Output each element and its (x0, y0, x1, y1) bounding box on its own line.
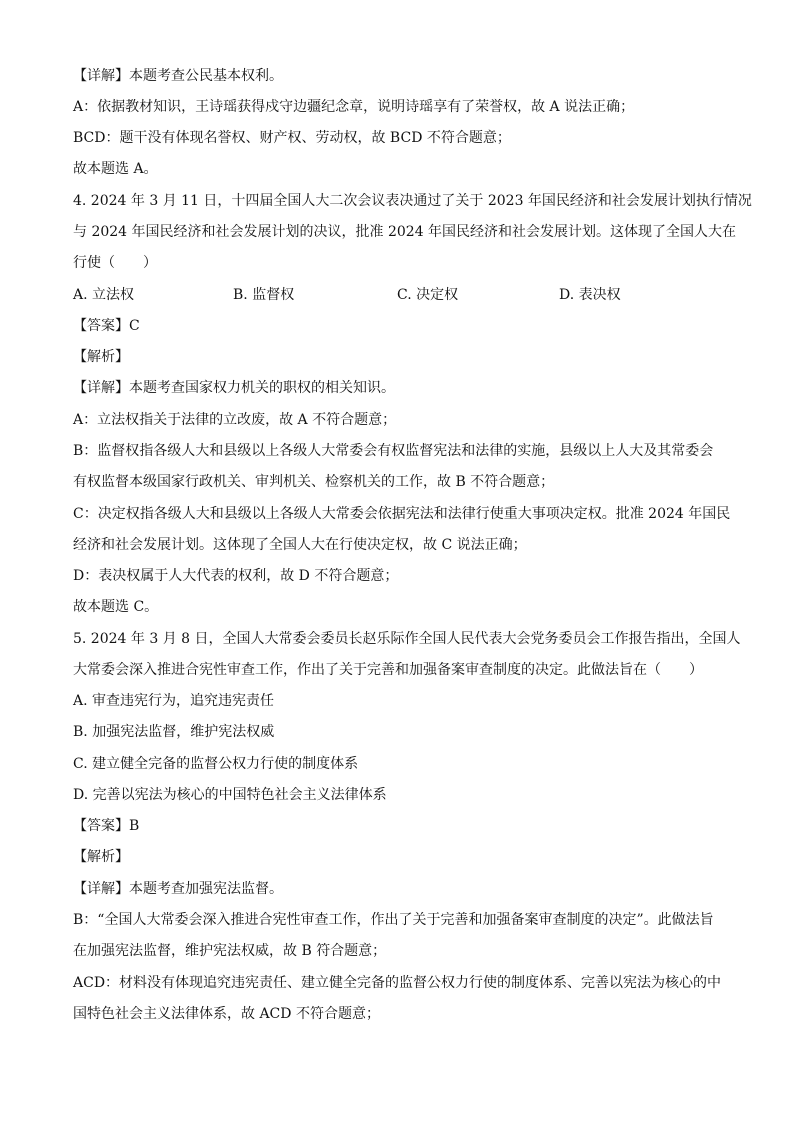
explanation-text: B：监督权指各级人大和县级以上各级人大常委会有权监督宪法和法律的实施，县级以上人大及其常委会 (73, 443, 714, 459)
question-4-stem: 行使（ ） (73, 255, 157, 271)
question-4-stem: 4. 2024 年 3 月 11 日，十四届全国人大二次会议表决通过了关于 2023 年国民经济和社会发展计划执行情况 (73, 193, 752, 209)
explanation-text: A：依据教材知识，王诗瑶获得戍守边疆纪念章，说明诗瑶享有了荣誉权，故 A 说法正确； (73, 99, 635, 115)
analysis-label: 【解析】 (73, 849, 129, 865)
question-4-stem: 与 2024 年国民经济和社会发展计划的决议，批准 2024 年国民经济和社会发展计划。这体现了全国人大在 (73, 224, 737, 240)
explanation-text: D：表决权属于人大代表的权利，故 D 不符合题意； (73, 568, 399, 584)
answer-label: 【答案】B (73, 818, 140, 834)
option-c: C. 建立健全完备的监督公权力行使的制度体系 (73, 756, 359, 772)
explanation-text: 【详解】本题考查加强宪法监督。 (73, 881, 283, 897)
option-c: C. 决定权 (397, 287, 459, 303)
explanation-text: A：立法权指关于法律的立改废，故 A 不符合题意； (73, 412, 397, 428)
explanation-text: C：决定权指各级人大和县级以上各级人大常委会依据宪法和法律行使重大事项决定权。批准 2024 年国民 (73, 506, 731, 522)
explanation-text: ACD：材料没有体现追究违宪责任、建立健全完备的监督公权力行使的制度体系、完善以宪法为核心的中 (73, 975, 722, 991)
option-a: A. 立法权 (73, 287, 135, 303)
explanation-text: BCD：题干没有体现名誉权、财产权、劳动权，故 BCD 不符合题意； (73, 130, 511, 146)
explanation-text: B：“全国人大常委会深入推进合宪性审查工作，作出了关于完善和加强备案审查制度的决定”。此做法旨 (73, 912, 714, 928)
explanation-text: 【详解】本题考查国家权力机关的职权的相关知识。 (73, 380, 395, 396)
analysis-label: 【解析】 (73, 349, 129, 365)
option-b: B. 加强宪法监督，维护宪法权威 (73, 724, 275, 740)
explanation-text: 【详解】本题考查公民基本权利。 (73, 68, 283, 84)
question-5-stem: 大常委会深入推进合宪性审查工作，作出了关于完善和加强备案审查制度的决定。此做法旨在（ ） (73, 662, 703, 678)
option-b: B. 监督权 (233, 287, 295, 303)
question-5-stem: 5. 2024 年 3 月 8 日，全国人大常委会委员长赵乐际作全国人民代表大会党务委员会工作报告指出，全国人 (73, 631, 741, 647)
option-a: A. 审查违宪行为，追究违宪责任 (73, 693, 275, 709)
answer-label: 【答案】C (73, 318, 140, 334)
explanation-text: 在加强宪法监督，维护宪法权威，故 B 符合题意； (73, 943, 387, 959)
option-d: D. 完善以宪法为核心的中国特色社会主义法律体系 (73, 787, 387, 803)
explanation-text: 经济和社会发展计划。这体现了全国人大在行使决定权，故 C 说法正确； (73, 537, 527, 553)
option-d: D. 表决权 (559, 287, 621, 303)
conclusion-text: 故本题选 A。 (73, 161, 158, 177)
explanation-text: 有权监督本级国家行政机关、审判机关、检察机关的工作，故 B 不符合题意； (73, 474, 555, 490)
explanation-text: 国特色社会主义法律体系，故 ACD 不符合题意； (73, 1006, 380, 1022)
conclusion-text: 故本题选 C。 (73, 599, 159, 615)
